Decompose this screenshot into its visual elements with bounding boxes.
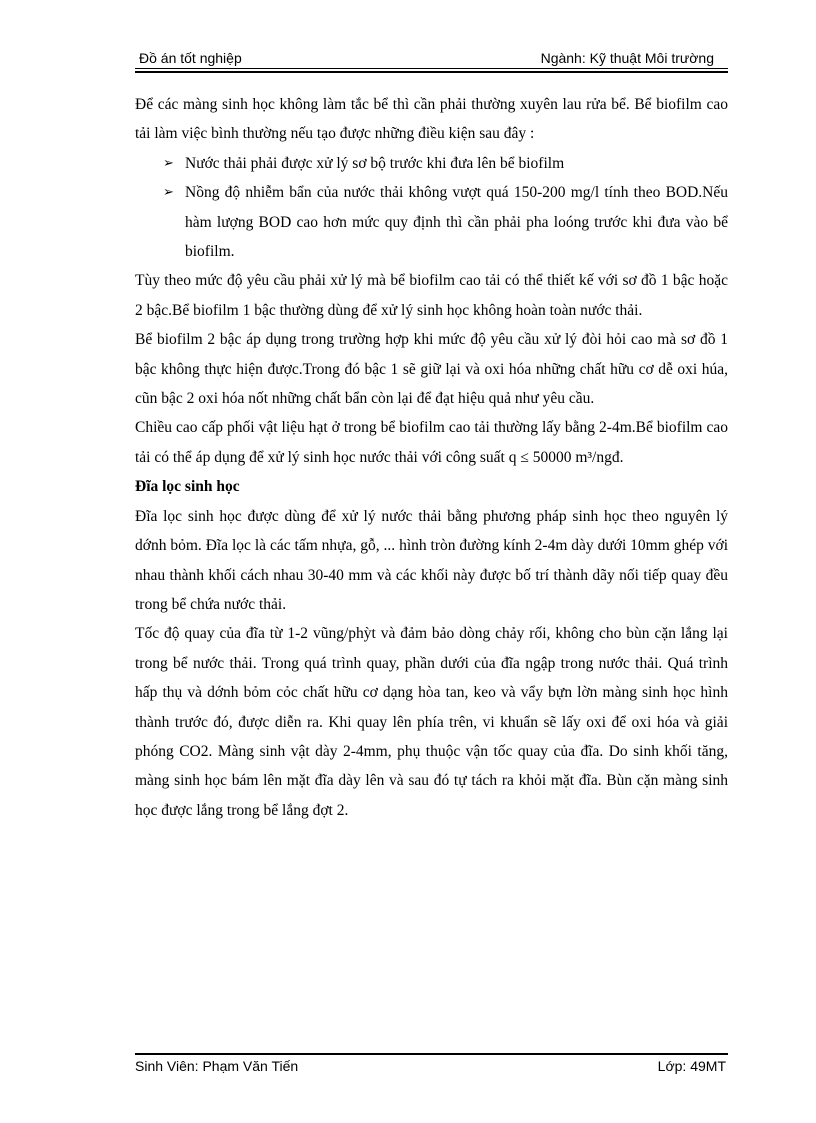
list-item [135, 178, 728, 266]
list-item-text: Nồng độ nhiễm bẩn của nước thải không vượt quá 150-200 mg/l tính theo BOD.Nếu hàm lượng BOD cao hơn mức quy định thì cần phải pha loóng trước khi đưa vào bể biofilm. [185, 184, 728, 261]
header-rule-thick [135, 71, 728, 73]
body-content [135, 90, 728, 825]
footer-student-name: Sinh Viên: Phạm Văn Tiến [135, 1058, 299, 1074]
page-header [135, 50, 728, 70]
paragraph-media-height: Chiều cao cấp phối vật liệu hạt ở trong bể biofilm cao tải thường lấy bằng 2-4m.Bể biofilm cao tải có thể áp dụng để xử lý sinh học nước thải với công suất q ≤ 50000 m³/ngđ. [135, 419, 728, 466]
conditions-list [135, 149, 728, 267]
list-item [135, 149, 728, 178]
header-rule-thin [135, 68, 728, 69]
section-heading: Đĩa lọc sinh học [135, 478, 240, 496]
arrow-bullet-icon: ➢ [163, 155, 174, 171]
list-item-text: Nước thải phải được xử lý sơ bộ trước khi đưa lên bể biofilm [185, 154, 565, 172]
footer-class: Lớp: 49MT [657, 1058, 726, 1074]
paragraph-disc-rotation: Tốc độ quay của đĩa từ 1-2 vũng/phỳt và đảm bảo dòng chảy rối, không cho bùn cặn lắng lại trong bể nước thải. Trong quá trình quay, phần dưới của đĩa ngập trong nước thải. Quá trình hấp thụ và dớnh bỏm cỏc chất hữu cơ dạng hòa tan, keo và vẩy bựn lờn màng sinh học hình thành trước đó, được diễn ra. Khi quay lên phía trên, vi khuẩn sẽ lấy oxi để oxi hóa và giải phóng CO2. Màng sinh vật dày 2-4mm, phụ thuộc vận tốc quay của đĩa. Do sinh khối tăng, màng sinh học bám lên mặt đĩa dày lên và sau đó tự tách ra khỏi mặt đĩa. Bùn cặn màng sinh học được lắng trong bể lắng đợt 2. [135, 625, 728, 819]
arrow-bullet-icon: ➢ [163, 185, 174, 201]
header-major: Ngành: Kỹ thuật Môi trường [540, 50, 714, 66]
paragraph-disc-filter: Đĩa lọc sinh học được dùng để xử lý nước thải bằng phương pháp sinh học theo nguyên lý dớnh bỏm. Đĩa lọc là các tấm nhựa, gỗ, ... hình tròn đường kính 2-4m dày dưới 10mm ghép với nhau thành khối cách nhau 30-40 mm và các khối này được bố trí thành dãy nối tiếp quay đều trong bể chứa nước thải. [135, 507, 728, 613]
header-document-type: Đồ án tốt nghiệp [139, 50, 242, 66]
footer-rule [135, 1053, 728, 1055]
page-footer [135, 1058, 728, 1078]
paragraph-stages: Tùy theo mức độ yêu cầu phải xử lý mà bể biofilm cao tải có thể thiết kế với sơ đồ 1 bậc hoặc 2 bậc.Bể biofilm 1 bậc thường dùng để xử lý sinh học không hoàn toàn nước thải. [135, 272, 728, 319]
paragraph-cleaning: Để các màng sinh học không làm tắc bể thì cần phải thường xuyên lau rửa bể. Bể biofilm cao tải làm việc bình thường nếu tạo được những điều kiện sau đây : [135, 96, 728, 143]
paragraph-two-stage: Bể biofilm 2 bậc áp dụng trong trường hợp khi mức độ yêu cầu xử lý đòi hỏi cao mà sơ đồ 1 bậc không thực hiện được.Trong đó bậc 1 sẽ giữ lại và oxi hóa những chất hữu cơ dễ oxi húa, cũn bậc 2 oxi hóa nốt những chất bẩn còn lại để đạt hiệu quả như yêu cầu. [135, 331, 728, 408]
